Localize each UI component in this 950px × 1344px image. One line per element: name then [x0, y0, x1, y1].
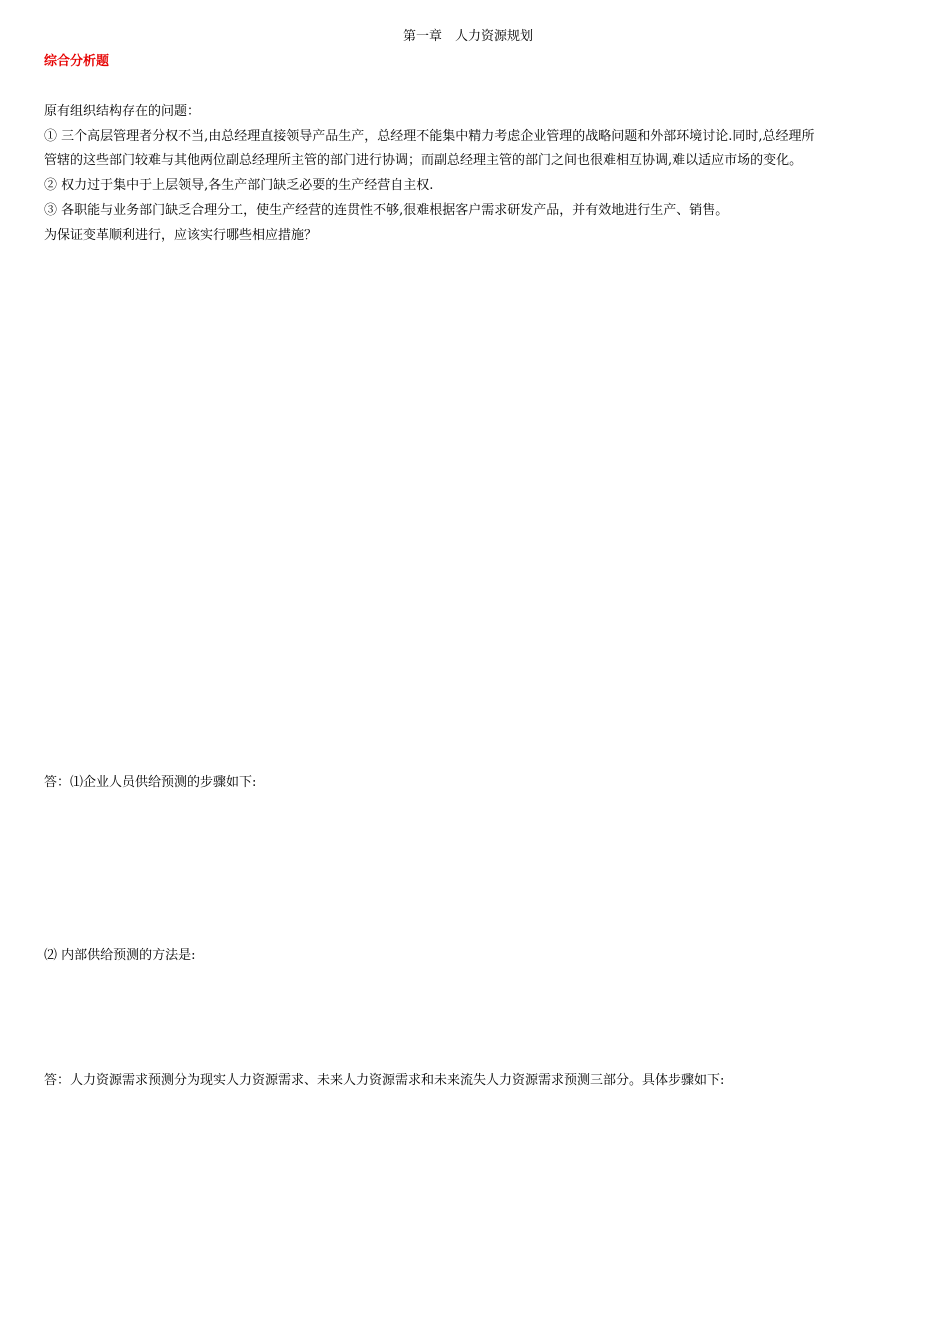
q3-answer-intro: 答：⑴企业人员供给预测的步骤如下: [44, 775, 257, 790]
q1-problem-1-line2: 管辖的这些部门较难与其他两位副总经理所主管的部门进行协调；而副总经理主管的部门之间也很难相互协调,难以适应市场的变化。 [44, 153, 803, 168]
q4-answer: 答：人力资源需求预测分为现实人力资源需求、未来人力资源需求和未来流失人力资源需求预测三部分。具体步骤如下: [44, 1073, 725, 1088]
q1-intro: 原有组织结构存在的问题： [44, 104, 201, 119]
chapter-title: 第一章 人力资源规划 [402, 29, 533, 44]
q1-problem-2: ② 权力过于集中于上层领导,各生产部门缺乏必要的生产经营自主权. [44, 178, 434, 193]
section-heading: 综合分析题 [44, 54, 110, 69]
q3-methods-intro: ⑵ 内部供给预测的方法是: [44, 948, 196, 963]
q1-problem-1-line1: ① 三个高层管理者分权不当,由总经理直接领导产品生产，总经理不能集中精力考虑企业管理的战略问题和外部环境讨论.同时,总经理所 [44, 129, 815, 144]
q1-measures-intro: 为保证变革顺利进行，应该实行哪些相应措施？ [44, 228, 318, 243]
q1-problem-3: ③ 各职能与业务部门缺乏合理分工，使生产经营的连贯性不够,很难根据客户需求研发产品，并有效地进行生产、销售。 [44, 203, 729, 218]
